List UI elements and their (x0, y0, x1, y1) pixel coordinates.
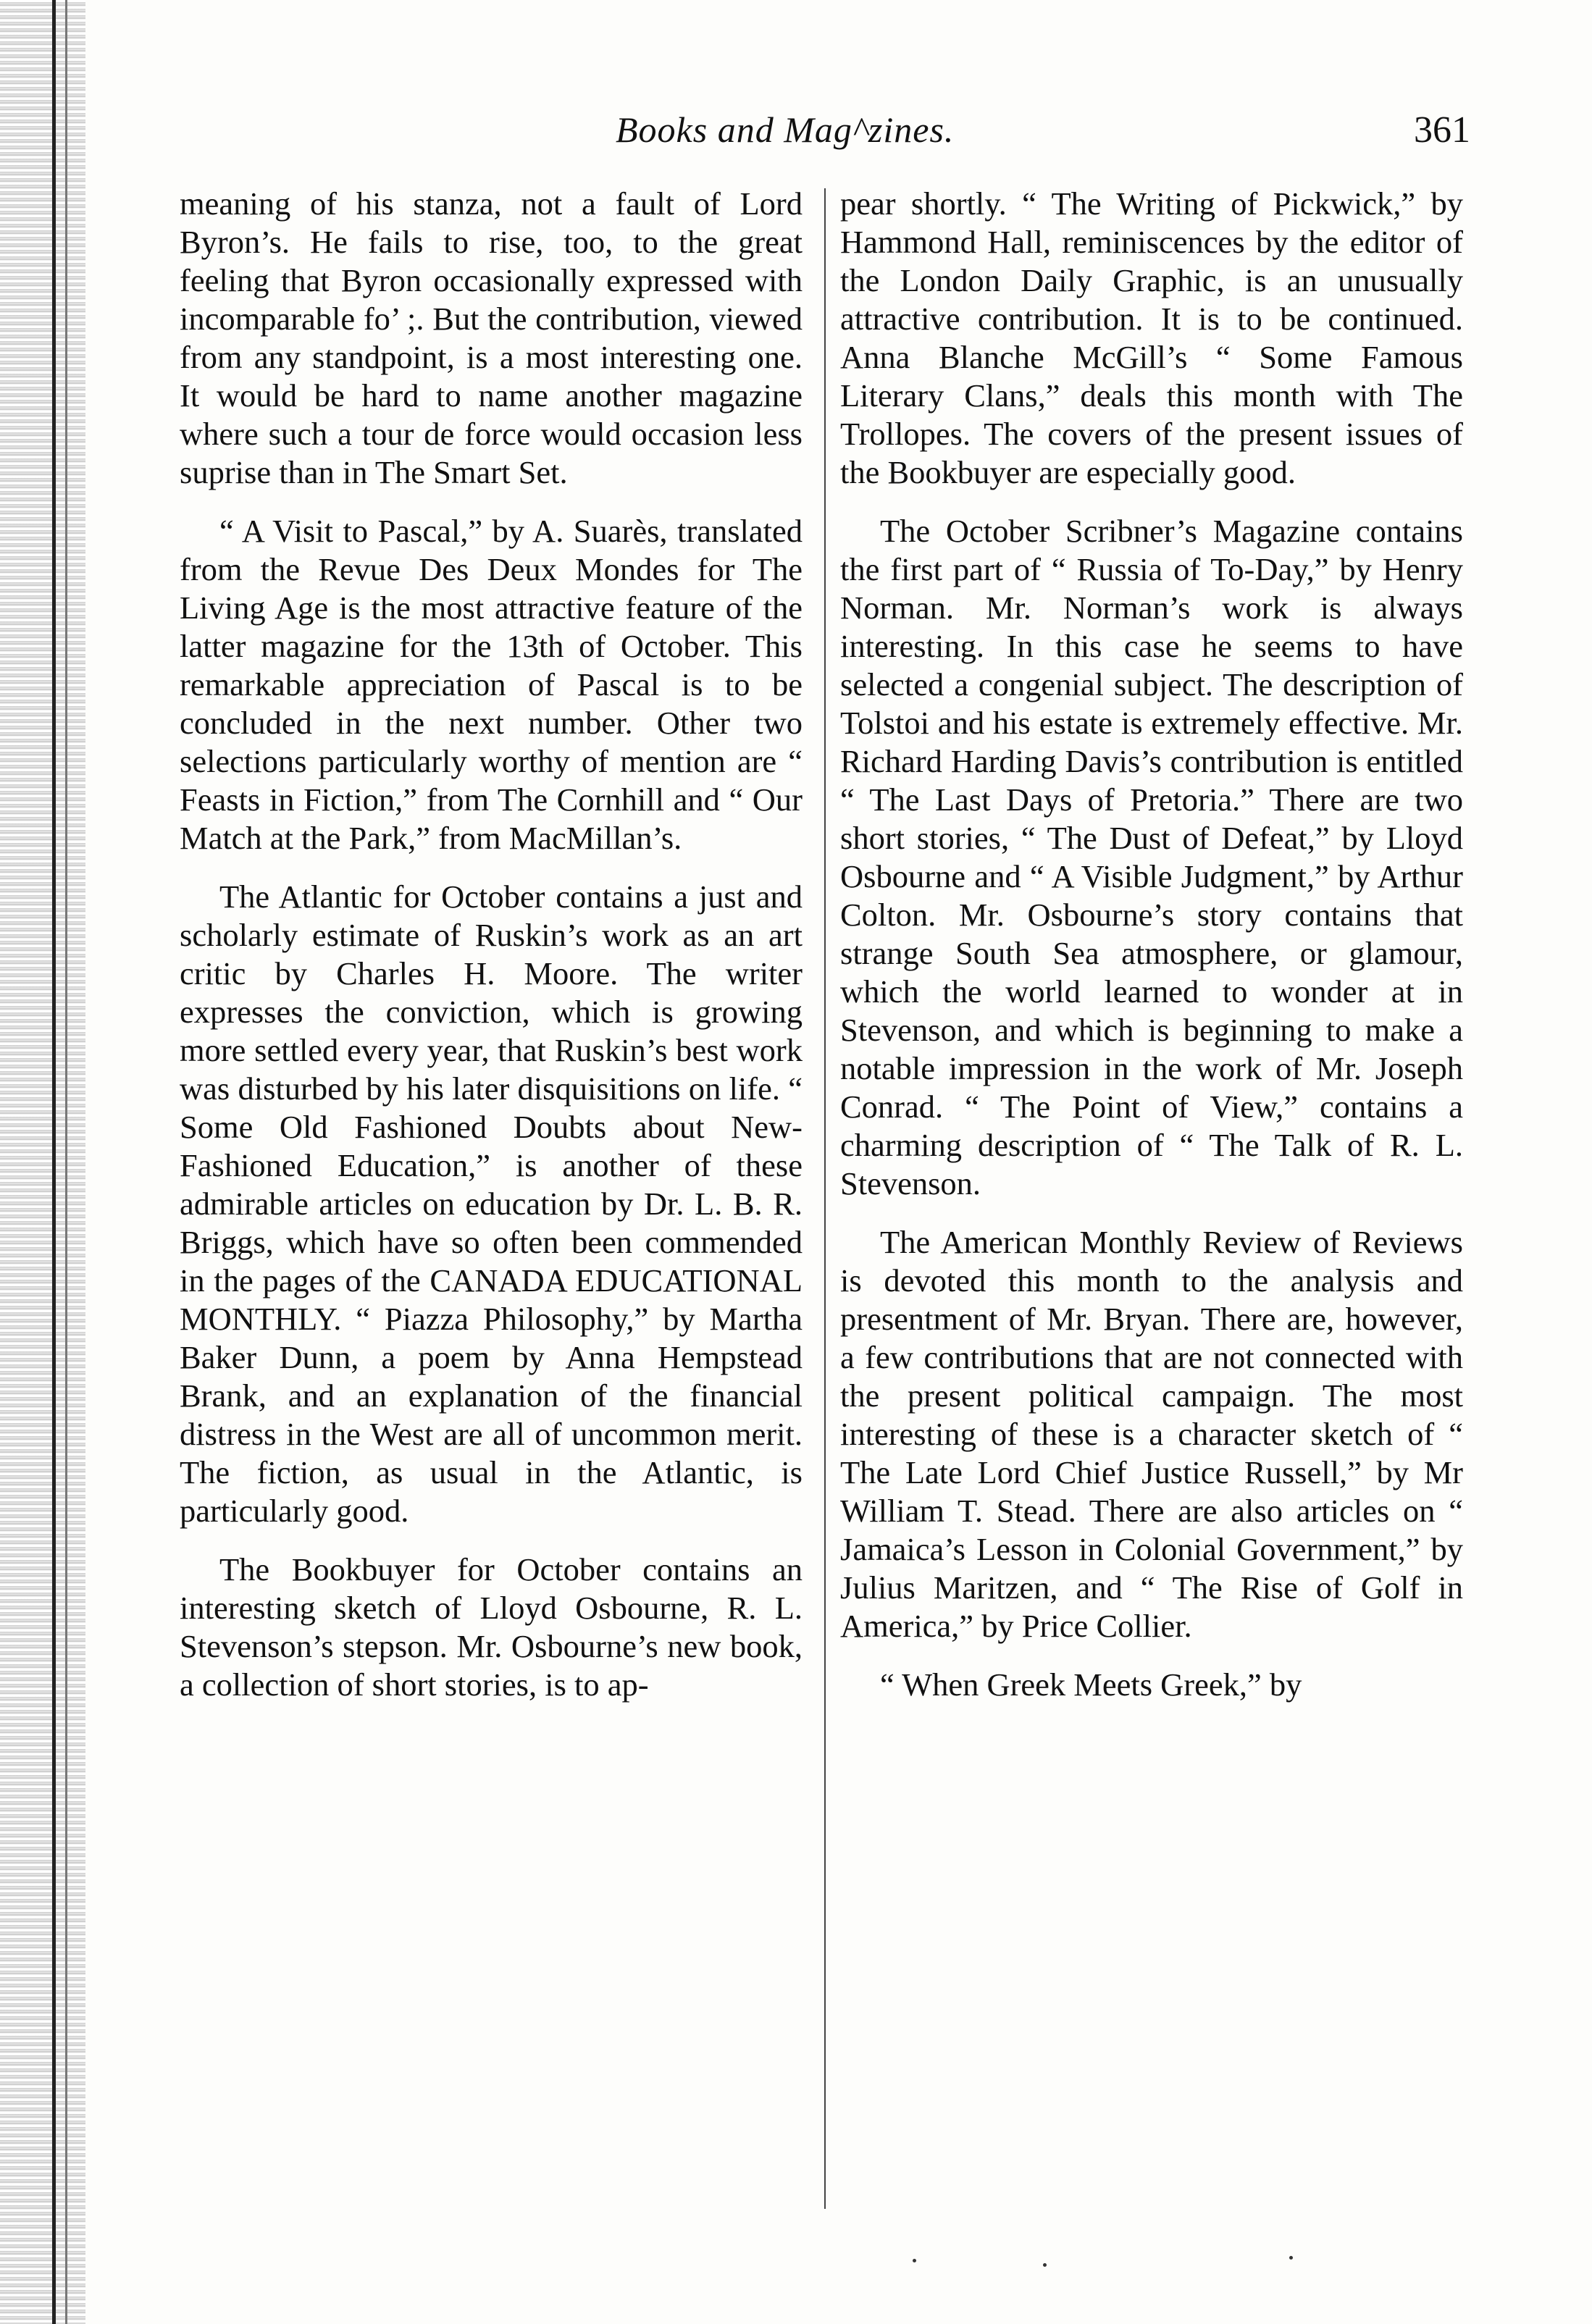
print-specks (913, 2256, 1347, 2270)
column-divider (824, 188, 826, 2209)
paragraph: pear shortly. “ The Writing of Pickwick,” by Hammond Hall, reminiscences by the editor of the London Daily Graphic, is an unusually attractive contribution. It is to be continued. Anna Blanche McGill’s “ Some Famous Literary Clans,” deals this month with The Trollopes. The covers of the present issues of the Bookbuyer are especially good. (840, 185, 1463, 490)
paragraph: “ A Visit to Pascal,” by A. Suarès, translated from the Revue Des Deux Mondes for The Living Age is the most attractive feature of the latter magazine for the 13th of October. This remarkable appreciation of Pascal is to be concluded in the next number. Other two selections particularly worthy of mention are “ Feasts in Fiction,” from The Cornhill and “ Our Match at the Park,” from MacMillan’s. (180, 513, 803, 856)
left-column (180, 185, 803, 2241)
paragraph: “ When Greek Meets Greek,” by (880, 1666, 1302, 1703)
paragraph: meaning of his stanza, not a fault of Lord Byron’s. He fails to rise, too, to the great feeling that Byron occasionally expressed with incomparable fo’ ;. But the contribution, viewed from any standpoint, is a most interesting one. It would be hard to name another magazine where such a tour de force would occasion less suprise than in The Smart Set. (180, 185, 803, 490)
page-header (174, 109, 1470, 159)
page-number: 361 (1414, 109, 1470, 151)
paragraph: The American Monthly Review of Reviews is devoted this month to the analysis and presentment of Mr. Bryan. There are, however, a few contributions that are not connected with the present political campaign. The most interesting of these is a character sketch of “ The Late Lord Chief Justice Russell,” by Mr William T. Stead. There are also articles on “ Jamaica’s Lesson in Colonial Government,” by Julius Maritzen, and “ The Rise of Golf in America,” by Price Collier. (840, 1224, 1463, 1644)
binding-rule (52, 0, 56, 2324)
binding-rule-secondary (65, 0, 67, 2324)
running-title: Books and Mag^zines. (616, 109, 955, 150)
paragraph: The October Scribner’s Magazine contains the first part of “ Russia of To-Day,” by Henry Norman. Mr. Norman’s work is always interesting. In this case he seems to have selected a congenial subject. The description of Tolstoi and his estate is extremely effective. Mr. Richard Harding Davis’s contribution is entitled “ The Last Days of Pretoria.” There are two short stories, “ The Dust of Defeat,” by Lloyd Osbourne and “ A Visible Judgment,” by Arthur Colton. Mr. Osbourne’s story contains that strange South Sea atmosphere, or glamour, which the world learned to wonder at in Stevenson, and which is beginning to make a notable impression in the work of Mr. Joseph Conrad. “ The Point of View,” contains a charming description of “ The Talk of R. L. Stevenson. (840, 513, 1463, 1201)
binding-edge (0, 0, 85, 2324)
paragraph: The Atlantic for October contains a just and scholarly estimate of Ruskin’s work as an art critic by Charles H. Moore. The writer expresses the conviction, which is growing more settled every year, that Ruskin’s best work was disturbed by his later disquisitions on life. “ Some Old Fashioned Doubts about New-Fashioned Education,” is another of these admirable articles on education by Dr. L. B. R. Briggs, which have so often been commended in the pages of the CANADA EDUCATIONAL MONTHLY. “ Piazza Philosophy,” by Martha Baker Dunn, a poem by Anna Hempstead Brank, and an explanation of the financial distress in the West are all of uncommon merit. The fiction, as usual in the Atlantic, is particularly good. (180, 878, 803, 1529)
paragraph: The Bookbuyer for October contains an interesting sketch of Lloyd Osbourne, R. L. Stevenson’s stepson. Mr. Osbourne’s new book, a collection of short stories, is to ap- (180, 1551, 803, 1703)
right-column (840, 185, 1463, 2241)
